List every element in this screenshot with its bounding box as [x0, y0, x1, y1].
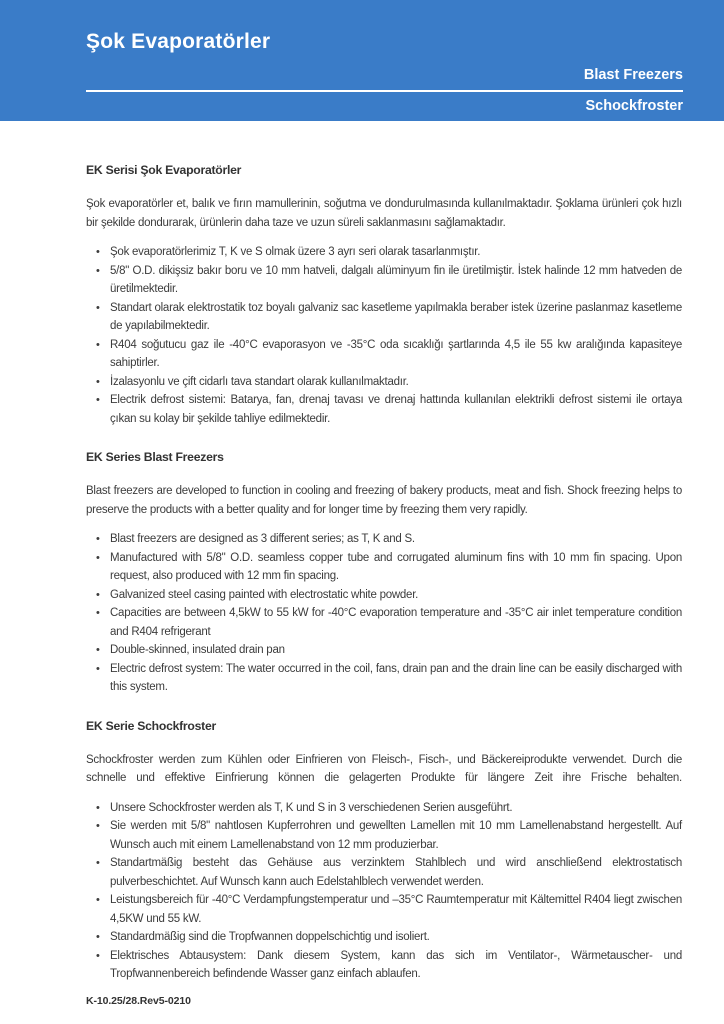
- bullet-text: Standart olarak elektrostatik toz boyalı galvaniz sac kasetleme yapılmakla beraber istek üzerine paslanmaz kasetleme de yapılabilmektedir.: [110, 301, 682, 332]
- section-intro-english: Blast freezers are developed to function in cooling and freezing of bakery products, meat and fish. Shock freezing helps to preserve the products with a better quality and for longer time by freezing them very rapidly.: [86, 485, 682, 516]
- bullet-icon: •: [96, 931, 100, 943]
- bullet-icon: •: [96, 949, 100, 962]
- bullet-text: Unsere Schockfroster werden als T, K und S in 3 verschiedenen Serien ausgeführt.: [110, 801, 513, 814]
- bullet-text: Leistungsbereich für -40°C Verdampfungstemperatur und –35°C Raumtemperatur mit Kältemittel R404 liegt zwischen 4,5KW und 55 kW.: [110, 894, 682, 925]
- list-item: [86, 641, 682, 660]
- list-item: [86, 586, 682, 605]
- bullet-icon: •: [96, 533, 100, 545]
- bullet-icon: •: [96, 301, 100, 314]
- bullet-list-german: [86, 799, 682, 984]
- bullet-icon: •: [96, 820, 100, 832]
- bullet-text: 5/8" O.D. dikişsiz bakır boru ve 10 mm hatveli, dalgalı alüminyum fin ile üretilmiştir. İstek halinde 12 mm hatveden de üretilmektedir.: [110, 264, 682, 295]
- list-item: [86, 947, 682, 984]
- bullet-text: Electric defrost system: The water occurred in the coil, fans, drain pan and the drain line can be easily discharged with this system.: [110, 662, 682, 693]
- section-intro-turkish: Şok evaporatörler et, balık ve fırın mamullerinin, soğutma ve dondurulmasında kullanılmaktadır. Şoklama ürünleri çok hızlı bir şekilde dondurarak, ürünlerin daha taze ve uzun süreli saklanmasını sağlamaktadır.: [86, 198, 682, 229]
- list-item: [86, 854, 682, 891]
- list-item: [86, 243, 682, 262]
- bullet-icon: •: [96, 264, 100, 277]
- bullet-text: Standardmäßig sind die Tropfwannen doppelschichtig und isoliert.: [110, 931, 430, 943]
- bullet-icon: •: [96, 551, 100, 564]
- bullet-text: Elektrisches Abtausystem: Dank diesem System, kann das sich im Ventilator-, Wärmetauscher- und Tropfwannenbereich befindende Wasser ganz einfach ablaufen.: [110, 949, 682, 980]
- bullet-text: Blast freezers are designed as 3 different series; as T, K and S.: [110, 533, 415, 545]
- section-english: [86, 450, 682, 697]
- bullet-text: Sie werden mit 5/8" nahtlosen Kupferrohren und gewellten Lamellen mit 10 mm Lamellenabstand hergestellt. Auf Wunsch auch mit einem Lamellenabstand von 12 mm produzierbar.: [110, 820, 682, 851]
- bullet-text: İzalasyonlu ve çift cidarlı tava standart olarak kullanılmaktadır.: [110, 375, 409, 388]
- list-item: [86, 530, 682, 549]
- bullet-text: Galvanized steel casing painted with electrostatic white powder.: [110, 588, 419, 601]
- section-intro-german: Schockfroster werden zum Kühlen oder Einfrieren von Fleisch-, Fisch-, und Bäckereiprodukte verwendet. Durch die schnelle und effektive Einfrierung können die gelagerten Produkte für längere Zeit ihre Frische behalten.: [86, 753, 682, 784]
- bullet-text: Şok evaporatörlerimiz T, K ve S olmak üzere 3 ayrı seri olarak tasarlanmıştır.: [110, 246, 481, 258]
- bullet-icon: •: [96, 644, 100, 656]
- bullet-icon: •: [96, 607, 100, 619]
- page-header: [0, 0, 724, 121]
- bullet-icon: •: [96, 662, 100, 675]
- list-item: [86, 891, 682, 928]
- page-content: [0, 163, 724, 984]
- bullet-icon: •: [96, 894, 100, 906]
- list-item: [86, 604, 682, 641]
- list-item: [86, 336, 682, 373]
- bullet-icon: •: [96, 857, 100, 869]
- document-code: K-10.25/28.Rev5-0210: [86, 995, 191, 1007]
- header-subtitle-german: Schockfroster: [585, 98, 683, 114]
- bullet-icon: •: [96, 588, 100, 601]
- bullet-icon: •: [96, 394, 100, 406]
- section-heading-turkish: EK Serisi Şok Evaporatörler: [86, 163, 242, 177]
- list-item: [86, 549, 682, 586]
- section-turkish: [86, 163, 682, 428]
- section-heading-english: EK Series Blast Freezers: [86, 450, 224, 464]
- list-item: [86, 262, 682, 299]
- page-title: Şok Evaporatörler: [86, 30, 271, 53]
- bullet-text: Capacities are between 4,5kW to 55 kW for -40°C evaporation temperature and -35°C air inlet temperature condition and R404 refrigerant: [110, 607, 682, 638]
- section-german: [86, 719, 682, 984]
- bullet-icon: •: [96, 246, 100, 258]
- header-divider-line: [86, 90, 683, 92]
- bullet-text: Manufactured with 5/8" O.D. seamless copper tube and corrugated aluminum fins with 10 mm fin spacing. Upon request, also produced with 12 mm fin spacing.: [110, 551, 682, 582]
- bullet-text: Standartmäßig besteht das Gehäuse aus verzinktem Stahlblech und wird anschließend elektrostatisch pulverbeschichtet. Auf Wunsch kann auch Edelstahlblech verwendet werden.: [110, 857, 682, 888]
- header-subtitle-english: Blast Freezers: [583, 67, 683, 83]
- bullet-icon: •: [96, 801, 100, 814]
- bullet-text: R404 soğutucu gaz ile -40°C evaporasyon ve -35°C oda sıcaklığı şartlarında 4,5 ile 55 kw aralığında kapasiteye sahiptirler.: [110, 338, 682, 369]
- list-item: [86, 373, 682, 392]
- bullet-icon: •: [96, 375, 100, 388]
- bullet-list-english: [86, 530, 682, 697]
- bullet-list-turkish: [86, 243, 682, 428]
- list-item: [86, 817, 682, 854]
- bullet-icon: •: [96, 338, 100, 351]
- list-item: [86, 299, 682, 336]
- list-item: [86, 799, 682, 818]
- list-item: [86, 660, 682, 697]
- list-item: [86, 928, 682, 947]
- list-item: [86, 391, 682, 428]
- section-heading-german: EK Serie Schockfroster: [86, 718, 216, 733]
- bullet-text: Double-skinned, insulated drain pan: [110, 644, 285, 656]
- bullet-text: Electrik defrost sistemi: Batarya, fan, drenaj tavası ve drenaj hattında kullanılan elektrikli defrost sistemi ile ortaya çıkan su kolay bir şekilde tahliye edilmektedir.: [110, 394, 682, 425]
